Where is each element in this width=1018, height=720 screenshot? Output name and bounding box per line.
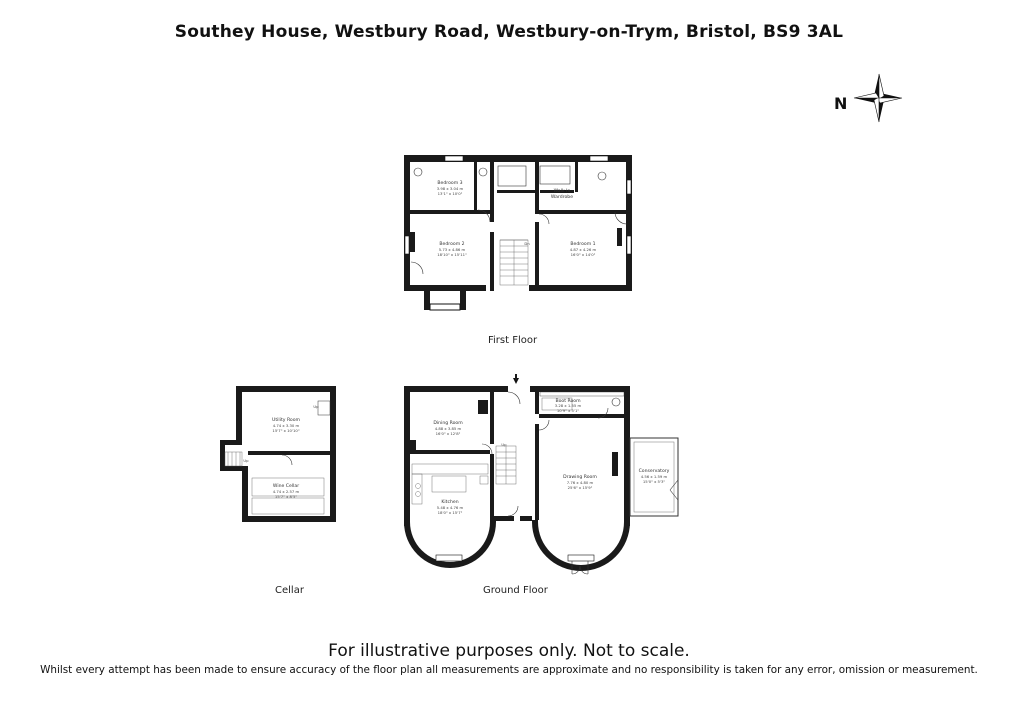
first-floor-label: First Floor xyxy=(488,335,538,346)
footnote-text: Whilst every attempt has been made to ensure accuracy of the floor plan all measurements are approximate and no responsibility is taken for any error, omission or measurement. xyxy=(40,664,978,676)
bedroom2-name: Bedroom 2 xyxy=(439,242,465,247)
winecellar-name: Wine Cellar xyxy=(272,484,300,489)
bootroom-name: Boot Room xyxy=(555,399,581,404)
first-floor-plan xyxy=(404,155,632,310)
utility-imperial: 15'7" x 10'10" xyxy=(272,428,300,433)
dining-imperial: 16'0" x 12'8" xyxy=(435,431,461,436)
drawing-imperial: 25'6" x 15'9" xyxy=(567,485,593,490)
winecellar-imperial: 15'7" x 8'5" xyxy=(274,494,298,499)
cellar-stairs-up-label: Up xyxy=(243,458,249,463)
bedroom3-metric: 3.98 x 3.04 m xyxy=(436,186,464,191)
cellar-label: Cellar xyxy=(275,585,304,596)
utility-stairs-up-label: Up xyxy=(313,404,319,409)
kitchen-name: Kitchen xyxy=(441,500,459,505)
bootroom-imperial: 10'9" x 5'1" xyxy=(556,408,580,413)
ground-floor-label: Ground Floor xyxy=(483,585,548,596)
winecellar-metric: 4.74 x 2.57 m xyxy=(272,489,300,494)
conservatory-imperial: 15'0" x 5'3" xyxy=(642,479,666,484)
drawing-name: Drawing Room xyxy=(563,475,597,480)
drawing-metric: 7.76 x 4.80 m xyxy=(566,480,594,485)
kitchen-imperial: 18'0" x 15'7" xyxy=(437,510,463,515)
dining-metric: 4.88 x 3.85 m xyxy=(434,426,462,431)
conservatory-metric: 4.56 x 1.59 m xyxy=(640,474,668,479)
cellar-plan xyxy=(220,386,336,522)
stairs-down-label: Dn xyxy=(524,241,530,246)
compass-north-letter: N xyxy=(834,94,848,113)
bedroom1-name: Bedroom 1 xyxy=(570,242,596,247)
utility-metric: 4.74 x 3.30 m xyxy=(272,423,300,428)
ground-stairs-up-label: Up xyxy=(501,442,507,447)
ground-floor-plan xyxy=(404,374,678,574)
bedroom2-imperial: 18'10" x 15'11" xyxy=(437,252,467,257)
page-title: Southey House, Westbury Road, Westbury-on-Trym, Bristol, BS9 3AL xyxy=(174,22,844,42)
kitchen-metric: 5.48 x 4.76 m xyxy=(436,505,464,510)
bedroom2-metric: 5.73 x 4.86 m xyxy=(438,247,466,252)
conservatory-name: Conservatory xyxy=(638,469,670,474)
utility-name: Utility Room xyxy=(271,418,301,423)
walkin-name2: Wardrobe xyxy=(550,195,574,200)
compass-rose-icon xyxy=(834,74,902,122)
disclaimer-text: For illustrative purposes only. Not to scale. xyxy=(328,641,690,661)
bootroom-metric: 3.28 x 1.55 m xyxy=(554,403,582,408)
bedroom3-imperial: 13'1" x 10'0" xyxy=(437,191,463,196)
dining-name: Dining Room xyxy=(433,421,463,426)
bedroom1-imperial: 16'0" x 14'0" xyxy=(570,252,596,257)
bedroom3-name: Bedroom 3 xyxy=(437,181,463,186)
bedroom1-metric: 4.87 x 4.26 m xyxy=(569,247,597,252)
walkin-name: Walk In xyxy=(553,189,571,194)
